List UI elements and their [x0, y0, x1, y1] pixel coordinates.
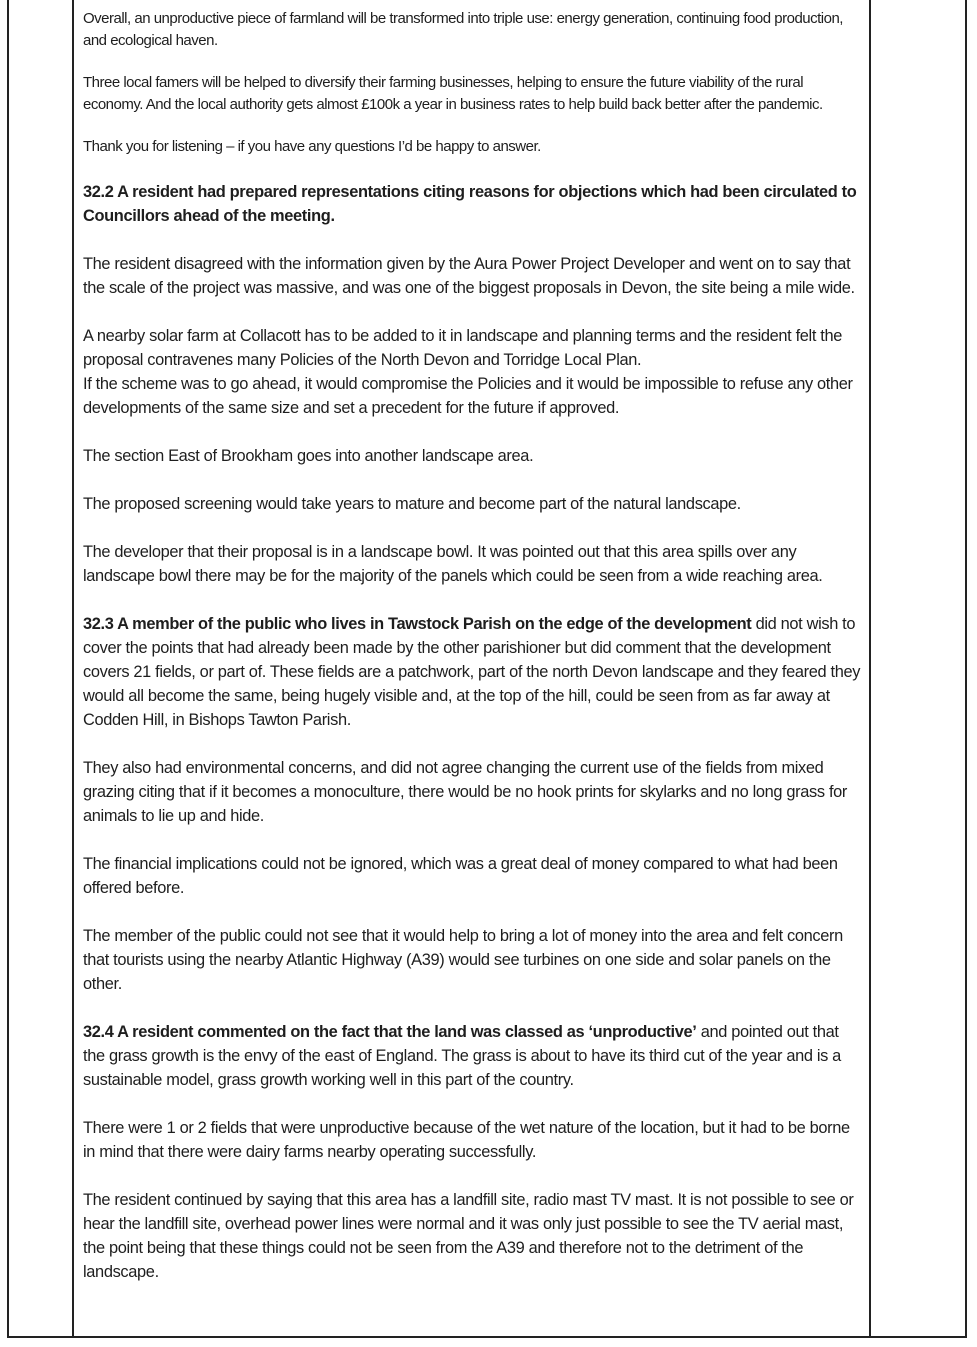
section-32-4-lead-paragraph — [83, 1020, 861, 1092]
section-32-2-heading: 32.2 A resident had prepared representations citing reasons for objections which had been circulated to Councillors ahead of the meeting. — [83, 183, 857, 225]
section-32-3-lead-paragraph — [83, 612, 861, 732]
table-column-divider-right — [869, 0, 871, 1338]
section-32-3-heading-continuation: did not wish to cover the points that had already been made by the other parishioner but did comment that the development covers 21 fields, or part of. These fields are a patchwork, part of the north Devon landscape and they feared they would all become the same, being hugely visible and, at the top of the hill, could be seen from as far away at Codden Hill, in Bishops Tawton Parish. — [83, 615, 861, 729]
section-32-4-heading: 32.4 A resident commented on the fact that the land was classed as ‘unproductive’ — [83, 1023, 697, 1041]
minutes-content-cell — [83, 8, 861, 1284]
section-32-4-paragraph-1: There were 1 or 2 fields that were unproductive because of the wet nature of the location, but it had to be borne in mind that there were dairy farms nearby operating successfully. — [83, 1119, 850, 1161]
section-32-2-paragraph-1: The resident disagreed with the information given by the Aura Power Project Developer and went on to say that the scale of the project was massive, and was one of the biggest proposals in Devon, the site being a mile wide. — [83, 255, 855, 297]
section-32-3-paragraph-2: The financial implications could not be ignored, which was a great deal of money compared to what had been offered before. — [83, 855, 838, 897]
section-32-3-heading: 32.3 A member of the public who lives in Tawstock Parish on the edge of the development — [83, 615, 752, 633]
section-32-4-heading-continuation: and pointed out that the grass growth is the envy of the east of England. The grass is about to have its third cut of the year and is a sustainable model, grass growth working well in this part of the country. — [83, 1023, 841, 1089]
section-32-3-paragraph-3: The member of the public could not see that it would help to bring a lot of money into the area and felt concern that tourists using the nearby Atlantic Highway (A39) would see turbines on one side and solar panels on the other. — [83, 927, 843, 993]
section-32-3-paragraph-1: They also had environmental concerns, and did not agree changing the current use of the fields from mixed grazing citing that if it becomes a monoculture, there would be no hook prints for skylarks and no long grass for animals to lie up and hide. — [83, 759, 848, 825]
intro-paragraph-1: Overall, an unproductive piece of farmland will be transformed into triple use: energy generation, continuing food production, and ecological haven. — [83, 10, 843, 49]
intro-paragraph-3: Thank you for listening – if you have any questions I’d be happy to answer. — [83, 138, 541, 155]
section-32-2-paragraph-6: The developer that their proposal is in a landscape bowl. It was pointed out that this area spills over any landscape bowl there may be for the majority of the panels which could be seen from a wide reaching area. — [83, 543, 823, 585]
section-32-4-paragraph-2: The resident continued by saying that this area has a landfill site, radio mast TV mast. It is not possible to see or hear the landfill site, overhead power lines were normal and it was only just possible to see the TV aerial mast, the point being that these things could not be seen from the A39 and therefore not to the detriment of the landscape. — [83, 1191, 854, 1281]
section-32-2-paragraph-3: If the scheme was to go ahead, it would compromise the Policies and it would be impossible to refuse any other developments of the same size and set a precedent for the future if approved. — [83, 375, 853, 417]
intro-paragraph-2: Three local famers will be helped to diversify their farming businesses, helping to ensure the future viability of the rural economy. And the local authority gets almost £100k a year in business rates to help build back better after the pandemic. — [83, 74, 823, 113]
table-column-divider-left — [72, 0, 74, 1338]
section-32-2-paragraph-2: A nearby solar farm at Collacott has to be added to it in landscape and planning terms and the resident felt the proposal contravenes many Policies of the North Devon and Torridge Local Plan. — [83, 327, 842, 369]
section-32-2-paragraph-4: The section East of Brookham goes into another landscape area. — [83, 447, 534, 465]
section-32-2-paragraph-5: The proposed screening would take years to mature and become part of the natural landscape. — [83, 495, 741, 513]
